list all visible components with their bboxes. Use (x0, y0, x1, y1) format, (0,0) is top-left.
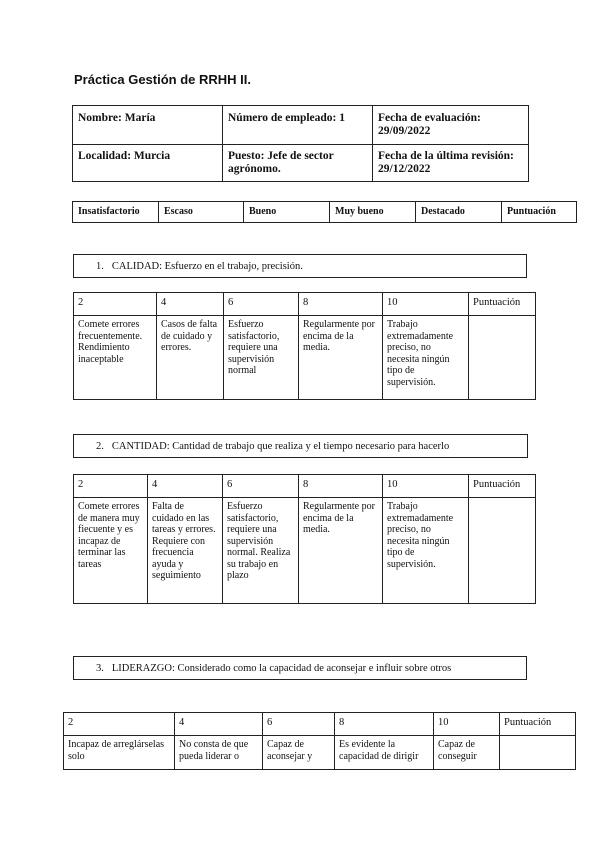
criteria-cell: Esfuerzo satisfactorio, requiere una supervisión normal (224, 316, 299, 400)
section-title: CANTIDAD: Cantidad de trabajo que realiza y el tiempo necesario para hacerlo (111, 441, 450, 452)
section-calidad-heading (73, 254, 527, 278)
column-header: Puntuación (500, 713, 576, 736)
criteria-cell: Falta de cuidado en las tareas y errores. Requiere con frecuencia ayuda y seguimiento (148, 498, 223, 604)
section-cantidad-heading (73, 434, 528, 458)
criteria-text: Capaz de conseguir (438, 739, 477, 762)
employee-number: Número de empleado: 1 (223, 106, 373, 145)
column-header: 4 (175, 713, 263, 736)
scale-puntuacion: Puntuación (502, 202, 577, 223)
scale-destacado: Destacado (416, 202, 502, 223)
scale-insatisfactorio: Insatisfactorio (73, 202, 159, 223)
section-title: LIDERAZGO: Considerado como la capacidad de aconsejar e influir sobre otros (111, 663, 452, 674)
criteria-cell: Esfuerzo satisfactorio, requiere una supervisión normal. Realiza su trabajo en plazo (223, 498, 299, 604)
criteria-cell: Trabajo extremadamente preciso, no necesita ningún tipo de supervisión. (383, 498, 469, 604)
criteria-cell (175, 736, 263, 770)
criteria-cell: Comete errores frecuentemente. Rendimiento inaceptable (74, 316, 157, 400)
section-liderazgo-heading (73, 656, 527, 680)
liderazgo-criteria-table (63, 712, 576, 770)
column-header: 2 (74, 293, 157, 316)
criteria-cell (64, 736, 175, 770)
calidad-criteria-table (73, 292, 536, 400)
column-header: Puntuación (469, 293, 536, 316)
section-title: CALIDAD: Esfuerzo en el trabajo, precisión. (111, 261, 303, 272)
column-header: 8 (299, 293, 383, 316)
section-number: 1. (96, 261, 104, 272)
last-review-date: Fecha de la última revisión: 29/12/2022 (373, 145, 529, 182)
column-header: 2 (74, 475, 148, 498)
section-number: 3. (96, 663, 104, 674)
employee-location: Localidad: Murcia (73, 145, 223, 182)
column-header: Puntuación (469, 475, 536, 498)
score-cell (469, 498, 536, 604)
employee-info-table (72, 105, 529, 182)
criteria-text: Capaz de aconsejar y (267, 739, 313, 762)
criteria-cell (434, 736, 500, 770)
score-cell (500, 736, 576, 770)
column-header: 4 (148, 475, 223, 498)
section-number: 2. (96, 441, 104, 452)
criteria-cell: Trabajo extremadamente preciso, no necesita ningún tipo de supervisión. (383, 316, 469, 400)
scale-bueno: Bueno (244, 202, 330, 223)
rating-scale-table (72, 201, 577, 223)
column-header: 10 (383, 475, 469, 498)
column-header: 8 (335, 713, 434, 736)
criteria-cell (335, 736, 434, 770)
employee-name: Nombre: María (73, 106, 223, 145)
column-header: 8 (299, 475, 383, 498)
scale-muy-bueno: Muy bueno (330, 202, 416, 223)
column-header: 10 (383, 293, 469, 316)
criteria-cell: Regularmente por encima de la media. (299, 316, 383, 400)
criteria-cell: Comete errores de manera muy fiecuente y es incapaz de terminar las tareas (74, 498, 148, 604)
column-header: 6 (224, 293, 299, 316)
column-header: 6 (223, 475, 299, 498)
criteria-text: No consta de que pueda liderar o (179, 739, 249, 762)
page-title: Práctica Gestión de RRHH II. (74, 72, 251, 87)
criteria-text: Es evidente la capacidad de dirigir (339, 739, 419, 762)
criteria-text: Incapaz de arreglárselas solo (68, 739, 165, 762)
column-header: 4 (157, 293, 224, 316)
criteria-cell (263, 736, 335, 770)
column-header: 6 (263, 713, 335, 736)
score-cell (469, 316, 536, 400)
criteria-cell: Regularmente por encima de la media. (299, 498, 383, 604)
cantidad-criteria-table (73, 474, 536, 604)
employee-position: Puesto: Jefe de sector agrónomo. (223, 145, 373, 182)
scale-escaso: Escaso (159, 202, 244, 223)
column-header: 2 (64, 713, 175, 736)
column-header: 10 (434, 713, 500, 736)
criteria-cell: Casos de falta de cuidado y errores. (157, 316, 224, 400)
evaluation-date: Fecha de evaluación: 29/09/2022 (373, 106, 529, 145)
